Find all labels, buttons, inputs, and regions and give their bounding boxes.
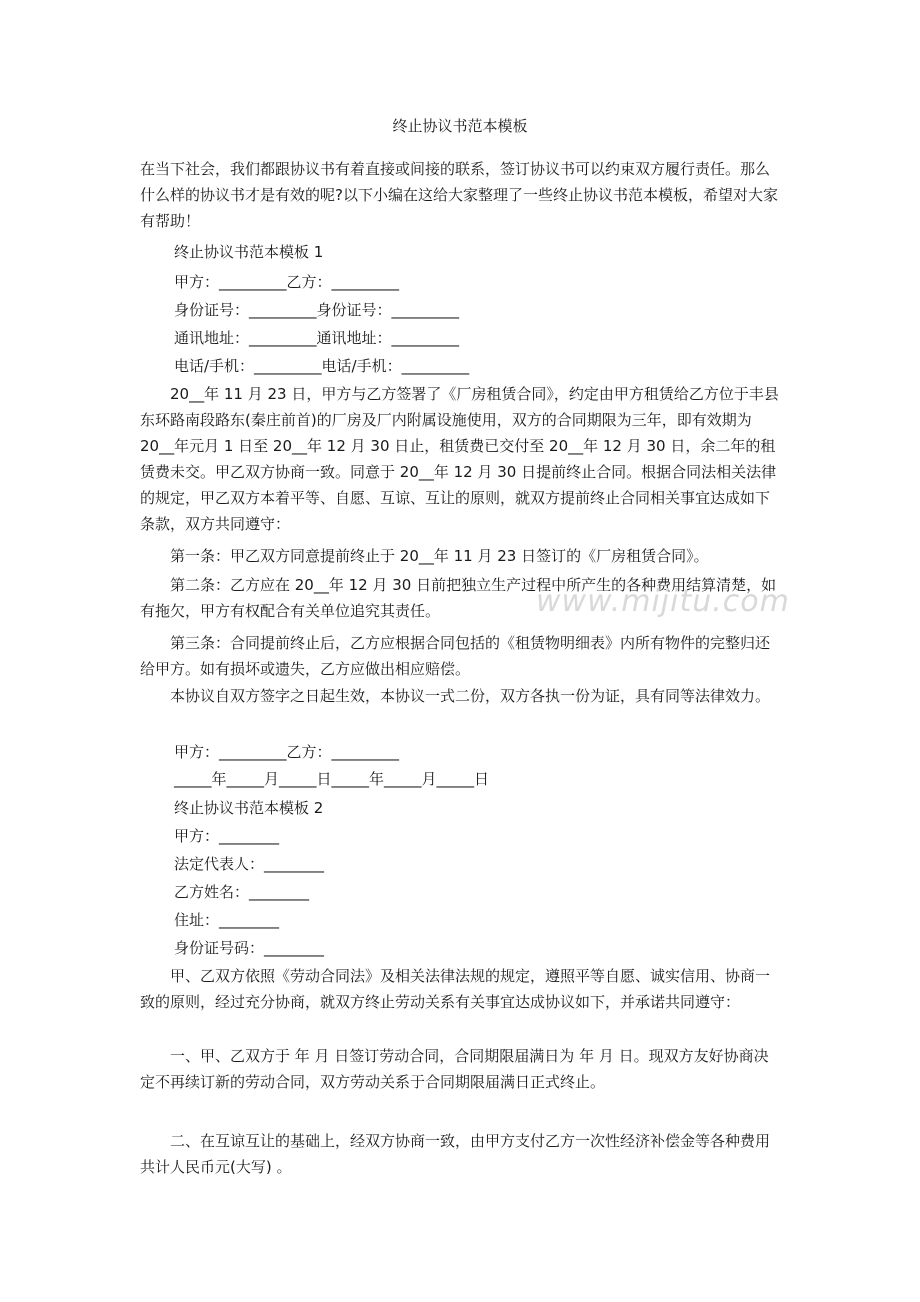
- template2-party-b-name: 乙方姓名：________: [174, 883, 310, 901]
- template1-id-line: 身份证号：_________身份证号：_________: [174, 301, 460, 319]
- template1-article1-block: [140, 543, 780, 569]
- template1-article2: 第二条：乙方应在 20__年 12 月 30 日前把独立生产过程中所产生的各种费用结算清楚，如有拖欠，甲方有权配合有关单位追究其责任。: [140, 576, 777, 620]
- template1-article3-block: [140, 630, 780, 682]
- template2-intro: 甲、乙双方依照《劳动合同法》及相关法律法规的规定，遵照平等自愿、诚实信用、协商一致的原则，经过充分协商，就双方终止劳动关系有关事宜达成协议如下，并承诺共同遵守：: [140, 967, 771, 1011]
- template2-address: 住址：________: [174, 911, 280, 929]
- template2-heading: 终止协议书范本模板 2: [174, 799, 324, 817]
- document-title: 终止协议书范本模板: [392, 117, 528, 135]
- template1-para1-block: [140, 381, 780, 537]
- intro-paragraph: 在当下社会，我们都跟协议书有着直接或间接的联系，签订协议书可以约束双方履行责任。那么什么样的协议书才是有效的呢?以下小编在这给大家整理了一些终止协议书范本模板，希望对大家有帮助！: [140, 160, 778, 230]
- template2-clause1-block: [140, 1043, 780, 1095]
- template2-intro-block: [140, 963, 780, 1015]
- template1-article3: 第三条：合同提前终止后，乙方应根据合同包括的《租赁物明细表》内所有物件的完整归还给甲方。如有损坏或遗失，乙方应做出相应赔偿。: [140, 634, 771, 678]
- watermark-text: www.mijitu.com: [536, 584, 790, 619]
- template1-heading: 终止协议书范本模板 1: [174, 243, 324, 261]
- template2-party-a: 甲方：________: [174, 827, 280, 845]
- template1-article1: 第一条：甲乙双方同意提前终止于 20__年 11 月 23 日签订的《厂房租赁合同》。: [170, 547, 709, 565]
- template2-legal-rep: 法定代表人：________: [174, 855, 325, 873]
- intro-block: [140, 156, 780, 234]
- template2-clause2-block: [140, 1128, 780, 1180]
- template1-effect-block: [140, 683, 780, 709]
- template1-para1: 20__年 11 月 23 日，甲方与乙方签署了《厂房租赁合同》，约定由甲方租赁给乙方位于丰县东环路南段路东(秦庄前首)的厂房及厂内附属设施使用，双方的合同期限为三年，即有效期为 20__年元月 1 日至 20__年 12 月 30 日止，租赁费已交付至 20__年 12 月 30 日，余二年的租赁费未交。甲乙双方协商一致。同意于 20__年 12 月 30 日提前终止合同。根据合同法相关法律的规定，甲乙双方本着平等、自愿、互谅、互让的原则，就双方提前终止合同相关事宜达成如下条款，双方共同遵守：: [140, 385, 779, 533]
- template2-clause2: 二、在互谅互让的基础上，经双方协商一致，由甲方支付乙方一次性经济补偿金等各种费用共计人民币元(大写) 。: [140, 1132, 771, 1176]
- template2-clause1: 一、甲、乙双方于 年 月 日签订劳动合同，合同期限届满日为 年 月 日。现双方友好协商决定不再续订新的劳动合同，双方劳动关系于合同期限届满日正式终止。: [140, 1047, 769, 1091]
- template1-party-line: 甲方：_________乙方：_________: [174, 273, 400, 291]
- template1-date-line: _____年_____月_____日_____年_____月_____日: [174, 770, 490, 788]
- template1-address-line: 通讯地址：_________通讯地址：_________: [174, 329, 460, 347]
- template1-effect: 本协议自双方签字之日起生效，本协议一式二份，双方各执一份为证，具有同等法律效力。: [170, 687, 771, 705]
- template1-sign-line: 甲方：_________乙方：_________: [174, 743, 400, 761]
- template1-phone-line: 电话/手机：_________电话/手机：_________: [174, 357, 470, 375]
- template2-id-number: 身份证号码：________: [174, 939, 325, 957]
